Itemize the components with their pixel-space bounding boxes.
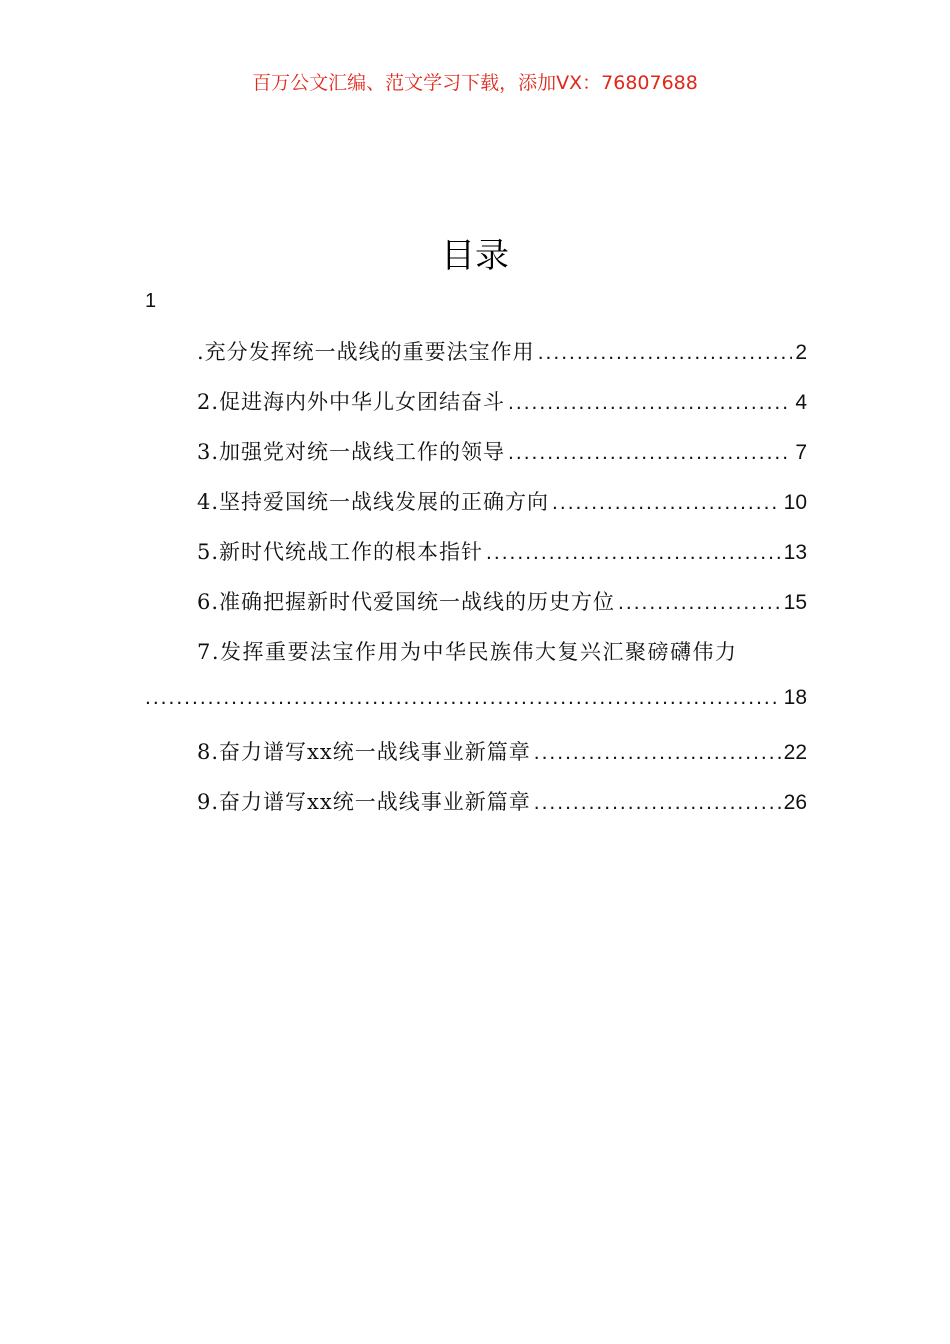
toc-leader-dots — [538, 341, 793, 365]
toc-entry-page: 13 — [783, 541, 807, 564]
toc-entry-4[interactable] — [145, 480, 807, 530]
toc-entry-3[interactable] — [145, 430, 807, 480]
toc-entry-label: .充分发挥统一战线的重要法宝作用 — [197, 340, 535, 364]
toc-entry-5[interactable] — [145, 530, 807, 580]
toc-entry-6[interactable] — [145, 580, 807, 630]
toc-entry-label: 7.发挥重要法宝作用为中华民族伟大复兴汇聚磅礴伟力 — [197, 640, 738, 664]
table-of-contents — [145, 330, 807, 830]
toc-entry-label: 3.加强党对统一战线工作的领导 — [197, 440, 506, 464]
toc-entry-page: 10 — [783, 491, 807, 514]
toc-stray-number: 1 — [145, 290, 157, 312]
toc-entry-label: 5.新时代统战工作的根本指针 — [197, 540, 484, 564]
toc-entry-page: 15 — [783, 591, 807, 614]
toc-entry-label: 4.坚持爱国统一战线发展的正确方向 — [197, 490, 550, 514]
toc-entry-label: 2.促进海内外中华儿女团结奋斗 — [197, 390, 506, 414]
toc-entry-2[interactable] — [145, 380, 807, 430]
toc-entry-page: 7 — [795, 441, 807, 464]
toc-leader-dots — [618, 591, 781, 615]
toc-title: 目录 — [441, 236, 509, 276]
toc-leader-dots — [534, 791, 781, 815]
toc-entry-8[interactable] — [145, 730, 807, 780]
toc-leader-dots — [508, 441, 792, 465]
toc-entry-page: 18 — [783, 686, 807, 709]
toc-leader-dots — [508, 391, 792, 415]
toc-entry-page: 22 — [783, 741, 807, 764]
toc-entry-9[interactable] — [145, 780, 807, 830]
toc-entry-7[interactable] — [145, 630, 807, 730]
toc-leader-dots — [486, 541, 781, 565]
toc-entry-label: 6.准确把握新时代爱国统一战线的历史方位 — [197, 590, 616, 614]
toc-leader-dots — [534, 741, 781, 765]
toc-entry-page: 4 — [795, 391, 807, 414]
toc-leader-dots — [552, 491, 781, 515]
toc-entry-label: 9.奋力谱写xx统一战线事业新篇章 — [197, 790, 531, 814]
header-contact-note: 百万公文汇编、范文学习下载，添加VX：76807688 — [252, 72, 698, 94]
toc-entry-label: 8.奋力谱写xx统一战线事业新篇章 — [197, 740, 531, 764]
toc-entry-1[interactable] — [145, 330, 807, 380]
toc-entry-page: 2 — [795, 341, 807, 364]
toc-leader-dots — [145, 686, 781, 710]
toc-entry-page: 26 — [783, 791, 807, 814]
